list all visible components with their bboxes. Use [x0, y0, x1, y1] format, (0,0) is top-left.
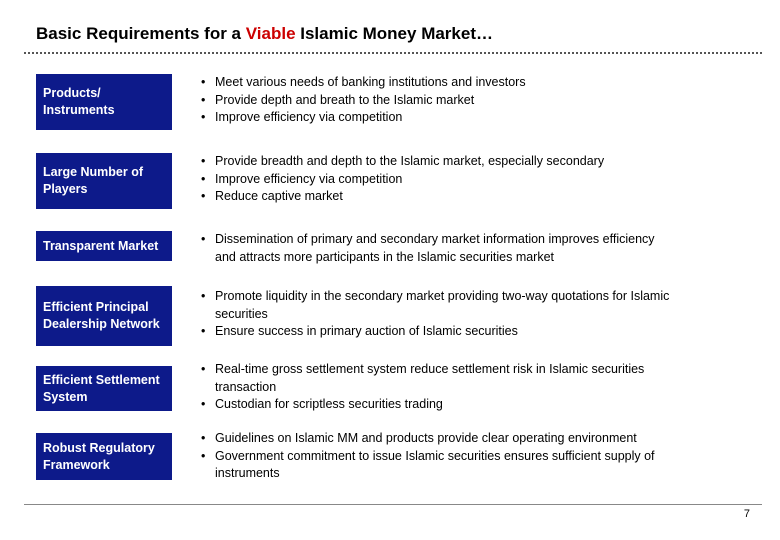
list-item: • Provide depth and breath to the Islamic market	[200, 92, 670, 110]
bullets-large-number-of-players	[200, 153, 670, 206]
label-robust-regulatory-framework	[36, 433, 172, 480]
title-accent: Viable	[245, 24, 296, 43]
row-label: Robust Regulatory Framework	[43, 440, 155, 472]
list-item: • Guidelines on Islamic MM and products provide clear operating environment	[200, 430, 670, 448]
bullets-efficient-settlement-system	[200, 361, 670, 414]
bullets-transparent-market	[200, 231, 670, 266]
row-label: Efficient Principal Dealership Network	[43, 300, 160, 331]
list-item: • Improve efficiency via competition	[200, 109, 670, 127]
bullets-products-instruments	[200, 74, 670, 127]
list-item: • Improve efficiency via competition	[200, 171, 670, 189]
list-item: • Reduce captive market	[200, 188, 670, 206]
list-item: • Real-time gross settlement system reduce settlement risk in Islamic securities transaction	[200, 361, 670, 396]
bullets-robust-regulatory-framework	[200, 430, 670, 483]
title-suffix: Islamic Money Market…	[295, 24, 493, 43]
list-item: • Dissemination of primary and secondary market information improves efficiency and attracts more participants in the Islamic securities market	[200, 231, 670, 266]
list-item: • Meet various needs of banking institutions and investors	[200, 74, 670, 92]
row-label: Transparent Market	[43, 238, 159, 253]
label-efficient-settlement-system	[36, 366, 172, 411]
bottom-divider	[24, 504, 762, 505]
row-label: Large Number of Players	[43, 165, 144, 196]
list-item: • Provide breadth and depth to the Islamic market, especially secondary	[200, 153, 670, 171]
page-title	[36, 24, 493, 44]
label-transparent-market	[36, 231, 172, 261]
top-divider	[24, 52, 762, 54]
list-item: • Custodian for scriptless securities trading	[200, 396, 670, 414]
list-item: • Ensure success in primary auction of Islamic securities	[200, 323, 670, 341]
label-large-number-of-players	[36, 153, 172, 209]
title-prefix: Basic Requirements for a	[36, 24, 246, 43]
bullets-efficient-principal-dealership-network	[200, 288, 670, 341]
list-item: • Government commitment to issue Islamic securities ensures sufficient supply of instruments	[200, 448, 670, 483]
label-products-instruments	[36, 74, 172, 130]
row-label: Efficient Settlement System	[43, 372, 160, 404]
list-item: • Promote liquidity in the secondary market providing two-way quotations for Islamic securities	[200, 288, 670, 323]
row-label: Products/ Instruments	[43, 86, 115, 117]
label-efficient-principal-dealership-network	[36, 286, 172, 346]
page-number: 7	[743, 508, 750, 520]
